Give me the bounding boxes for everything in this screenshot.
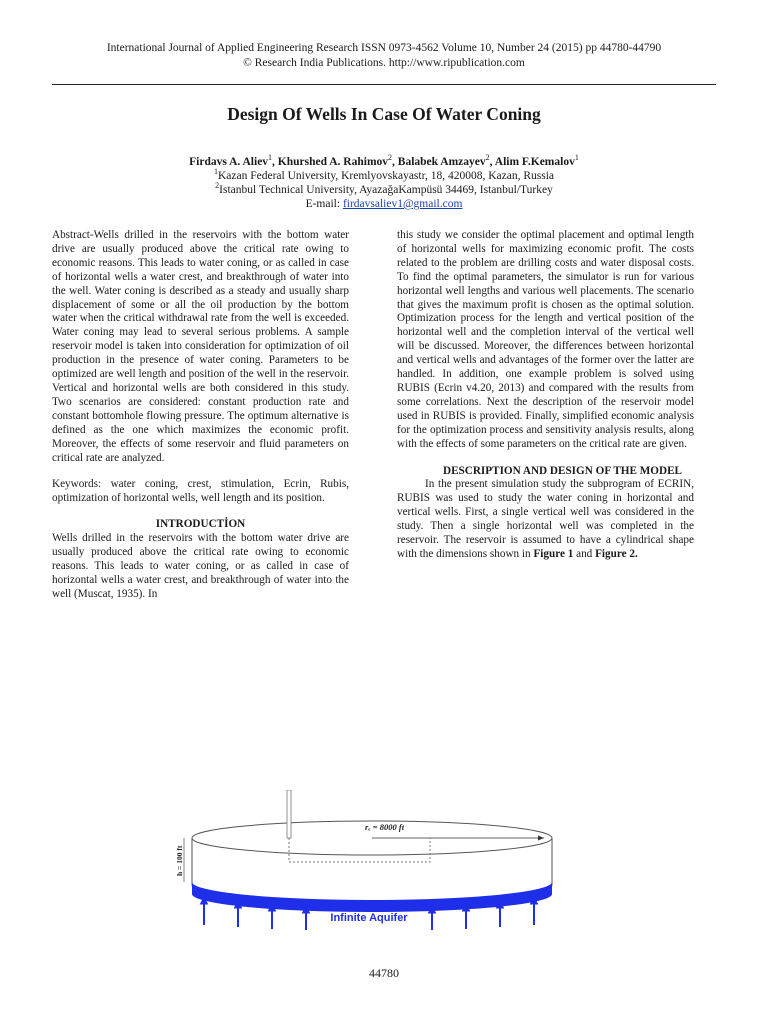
email-label: E-mail: <box>305 198 343 210</box>
introduction-text: Wells drilled in the reservoirs with the bottom water drive are usually produced above the critical rate owing to economic reasons. This leads to water coning, or as called in case of horizontal wells a water crest, and breakthrough of water into the well (Muscat, 1935). In <box>52 532 349 600</box>
author-separator: , <box>392 156 398 168</box>
email-link[interactable]: firdavsaliev1@gmail.com <box>342 198 463 210</box>
figure-2-ref: Figure 2. <box>595 547 638 560</box>
left-column <box>52 229 349 602</box>
abstract-text: Abstract-Wells drilled in the reservoirs with the bottom water drive are usually produced above the critical rate owing to economic reasons. This leads to water coning, or as called in case of horizontal wells a water crest, and breakthrough of water into the well. Water coning is described as a steady and usually sharp displacement of some or all the oil production by the bottom water when the critical withdrawal rate from the well is exceeded. Water coning may lead to several serious problems. A sample reservoir model is taken into consideration for optimization of oil production in the presence of water coning. Parameters to be optimized are well length and position of the well in the reservoir. Vertical and horizontal wells are both considered in this study. Two scenarios are considered: constant production rate and constant bottomhole flowing pressure. The optimum alternative is defined as the one which maximizes the economic profit. Moreover, the effects of some reservoir and fluid parameters on critical rate are analyzed. <box>52 229 349 464</box>
author-sup: 1 <box>268 153 273 163</box>
affiliation-text: Istanbul Technical University, AyazağaKampüsü 34469, Istanbul/Turkey <box>219 184 553 196</box>
header-rule <box>52 84 716 85</box>
author-sup: 2 <box>485 153 490 163</box>
keywords-text: Keywords: water coning, crest, stimulation, Ecrin, Rubis, optimization of horizontal wells, well length and its position. <box>52 478 349 505</box>
author-sup: 2 <box>388 153 393 163</box>
author-name: Balabek Amzayev <box>397 156 486 168</box>
author-separator: , <box>489 156 495 168</box>
and-word: and <box>573 547 596 560</box>
vertical-well <box>287 790 291 838</box>
affiliation-sup: 2 <box>215 181 220 191</box>
paragraph-text: In the present simulation study the subprogram of ECRIN, RUBIS was used to study the water coning in horizontal and vertical wells. First, a single vertical well was considered in the study. Then a single horizontal well was completed in the reservoir. The reservoir is assumed to have a cylindrical shape with the dimensions shown in <box>397 478 694 560</box>
right-paragraph-1: this study we consider the optimal placement and optimal length of horizontal wells for maximizing economic profit. The costs related to the problem are drilling costs and water disposal costs. To find the optimal parameters, the simulator is run for various horizontal well lengths and various well placements. The scenario that gives the maximum profit is chosen as the optimal solution. Optimization process for the length and vertical position of the horizontal well and the completion interval of the vertical well will be discussed. Moreover, the differences between horizontal and vertical wells and advantages of the former over the latter are handled. In addition, one example problem is solved using RUBIS (Ecrin v4.20, 2013) and compared with the results from some correlations. Next the description of the reservoir model used in RUBIS is provided. Finally, simplified economic analysis for the optimization process and sensitivity analysis results, along with the effects of some parameters on the critical rate are given. <box>397 229 694 450</box>
email-line <box>0 197 768 211</box>
height-label: h = 100 ft <box>175 845 184 876</box>
author-block <box>0 155 768 211</box>
aquifer-label: Infinite Aquifer <box>330 912 408 924</box>
author-name: Alim F.Kemalov <box>494 156 575 168</box>
paper-title: Design Of Wells In Case Of Water Coning <box>227 104 541 124</box>
affiliation-text: Kazan Federal University, Kremlyovskayastr, 18, 420008, Kazan, Russia <box>217 170 555 182</box>
journal-header <box>0 41 768 71</box>
section-heading: DESCRIPTION AND DESIGN OF THE MODEL <box>443 464 683 477</box>
page-number: 44780 <box>369 966 399 980</box>
author-separator: , <box>272 156 278 168</box>
radius-label: rₑ = 8000 ft <box>365 822 405 832</box>
figure-1-ref: Figure 1 <box>533 547 574 560</box>
author-name: Khurshed A. Rahimov <box>277 156 389 168</box>
introduction-heading: INTRODUCTİON <box>155 518 246 531</box>
reservoir-figure <box>172 790 572 940</box>
journal-header-line1: International Journal of Applied Engineering Research ISSN 0973-4562 Volume 10, Number 24 (2015) pp 44780-44790 <box>106 42 662 54</box>
author-list <box>0 155 768 169</box>
affiliation-sup: 1 <box>213 167 218 177</box>
author-name: Firdavs A. Aliev <box>189 156 269 168</box>
journal-header-line2: © Research India Publications. http://www.ripublication.com <box>243 57 525 69</box>
affiliation-2 <box>0 183 768 197</box>
right-paragraph-2 <box>397 478 694 561</box>
affiliation-1 <box>0 169 768 183</box>
right-column <box>397 229 694 562</box>
author-sup: 1 <box>574 153 579 163</box>
